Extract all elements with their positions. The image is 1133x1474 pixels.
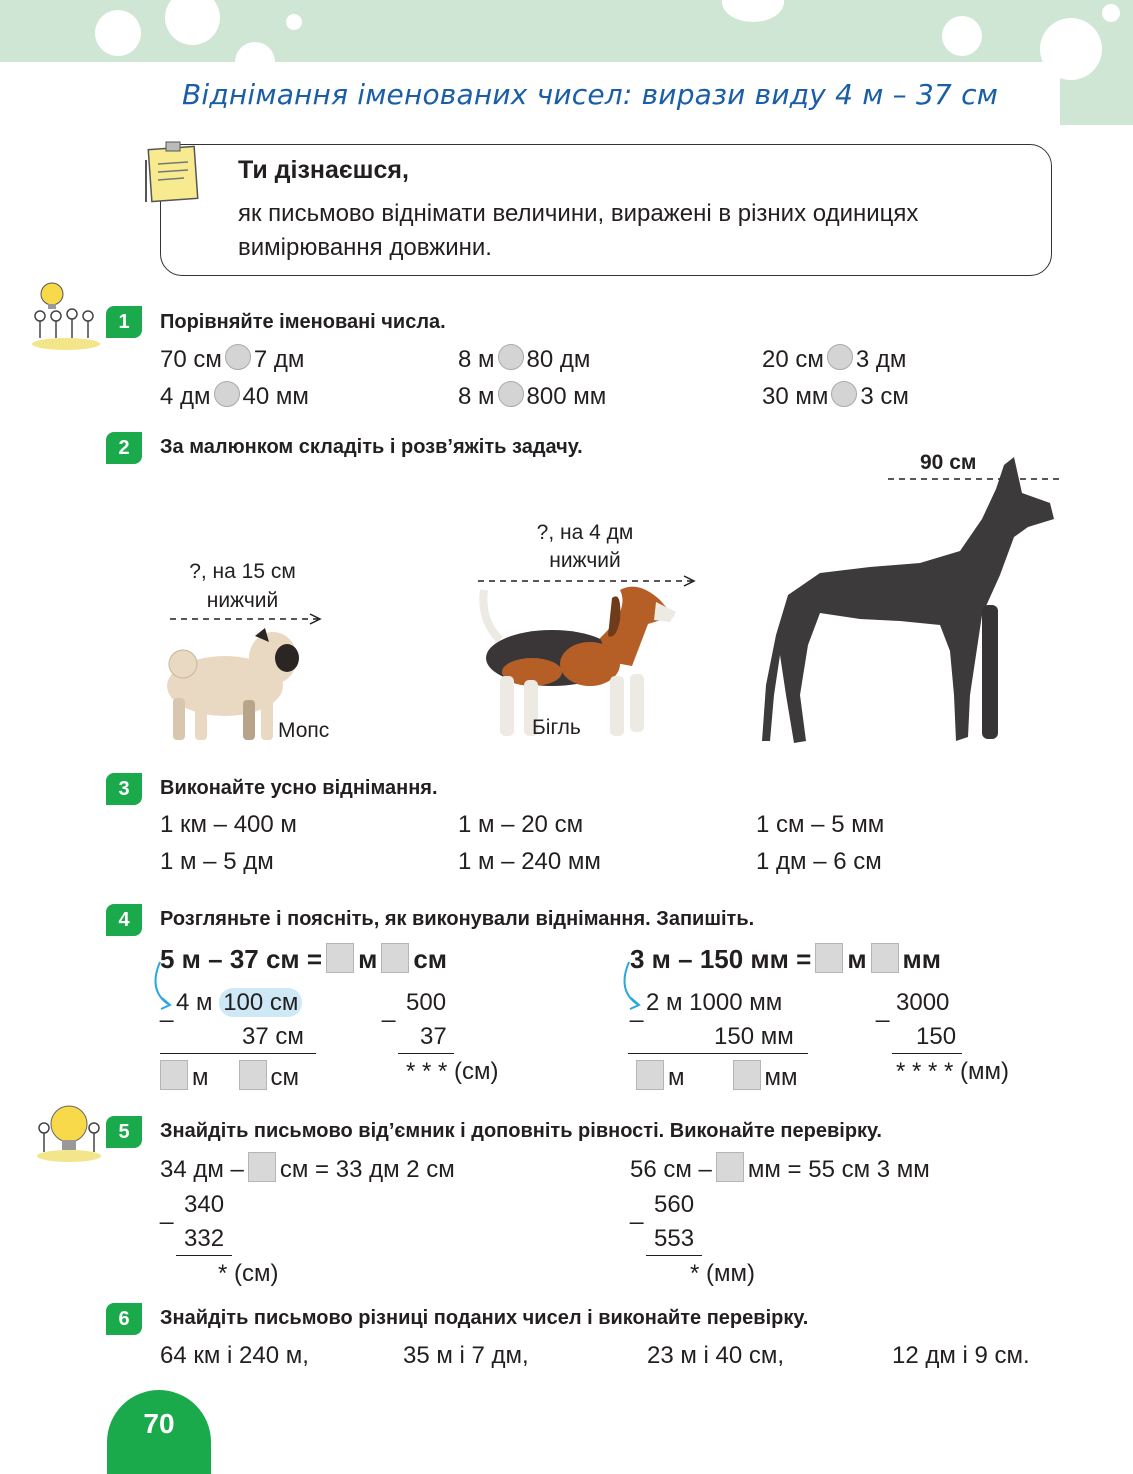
column-sub: 553 xyxy=(654,1225,695,1252)
task-text: Знайдіть письмово різниці поданих чисел і виконайте перевірку. xyxy=(160,1307,809,1329)
answer-box[interactable] xyxy=(733,1060,761,1090)
task-number: 1 xyxy=(106,306,142,338)
oral-item: 1 м – 20 см xyxy=(458,811,584,838)
answer-box[interactable] xyxy=(716,1152,744,1182)
column-result: * * * (см) xyxy=(406,1058,499,1085)
task-number: 2 xyxy=(106,432,142,464)
minus-sign: _ xyxy=(876,996,890,1023)
column-result: * * * * (мм) xyxy=(896,1058,1010,1085)
pug-note: нижчий xyxy=(206,589,279,612)
answer-box[interactable] xyxy=(248,1152,276,1182)
column-sub: 37 см xyxy=(242,1023,304,1050)
equation-1: 5 м – 37 см = м см xyxy=(160,944,448,974)
equation-5-1: 34 дм – см = 33 дм 2 см xyxy=(160,1152,455,1184)
highlight-100-cm: 100 см xyxy=(219,988,302,1017)
beagle-note: ?, на 4 дм xyxy=(536,521,634,544)
difference-item: 64 км і 240 м, xyxy=(160,1342,309,1369)
compare-item: 8 м 800 мм xyxy=(458,383,607,410)
column-top: 4 м 100 см xyxy=(176,989,302,1017)
answer-box[interactable] xyxy=(815,943,843,973)
difference-item: 23 м і 40 см, xyxy=(647,1342,785,1369)
column-line xyxy=(160,1053,316,1054)
column-sub: 150 мм xyxy=(714,1023,794,1050)
column-top: 560 xyxy=(654,1191,695,1218)
column-line xyxy=(892,1053,962,1054)
oral-item: 1 км – 400 м xyxy=(160,811,297,838)
beagle-label: Бігль xyxy=(532,716,581,739)
minus-sign: _ xyxy=(382,996,396,1023)
header-bubble xyxy=(1102,4,1120,22)
answer-box[interactable] xyxy=(326,943,354,973)
great-dane-label: дог xyxy=(817,704,849,727)
equation-5-2: 56 см – мм = 55 см 3 мм xyxy=(630,1152,930,1184)
oral-item: 1 дм – 6 см xyxy=(756,848,882,875)
compare-item: 20 см 3 дм xyxy=(762,346,907,373)
compare-circle[interactable] xyxy=(827,344,853,370)
answer-box[interactable] xyxy=(636,1060,664,1090)
compare-circle[interactable] xyxy=(498,344,524,370)
task-number: 4 xyxy=(106,904,142,936)
column-sub: 150 xyxy=(916,1023,957,1050)
great-dane-image xyxy=(760,455,1058,750)
learn-heading: Ти дізнаєшся, xyxy=(238,156,409,184)
column-top: 500 xyxy=(406,989,447,1016)
compare-circle[interactable] xyxy=(214,381,240,407)
answer-box[interactable] xyxy=(871,943,899,973)
column-result: м мм xyxy=(636,1060,798,1092)
minus-sign: _ xyxy=(160,996,174,1023)
column-result: * (см) xyxy=(218,1260,279,1287)
compare-circle[interactable] xyxy=(831,381,857,407)
column-top: 2 м 1000 мм xyxy=(646,989,783,1016)
task-text: Порівняйте іменовані числа. xyxy=(160,311,446,333)
header-bubble xyxy=(235,42,275,82)
note-icon xyxy=(140,140,202,206)
task-number: 6 xyxy=(106,1303,142,1335)
header-bubble xyxy=(286,14,302,30)
task-text: Знайдіть письмово від’ємник і доповніть рівності. Виконайте перевірку. xyxy=(160,1120,882,1142)
minus-sign: _ xyxy=(630,1198,644,1225)
header-bubble xyxy=(95,10,141,56)
task-text: Розгляньте і поясніть, як виконували віднімання. Запишіть. xyxy=(160,908,755,930)
compare-circle[interactable] xyxy=(498,381,524,407)
page-title: Віднімання іменованих чисел: вирази виду 4 м – 37 см xyxy=(181,78,999,111)
compare-item: 8 м 80 дм xyxy=(458,346,591,373)
oral-item: 1 м – 240 мм xyxy=(458,848,601,875)
column-sub: 37 xyxy=(420,1023,447,1050)
difference-item: 35 м і 7 дм, xyxy=(403,1342,529,1369)
learn-text: як письмово віднімати величини, виражені в різних одиницях вимірювання довжини. xyxy=(238,200,919,261)
column-line xyxy=(176,1255,232,1256)
column-top: 340 xyxy=(184,1191,225,1218)
compare-item: 4 дм 40 мм xyxy=(160,383,309,410)
column-result: * (мм) xyxy=(690,1260,755,1287)
column-result: м см xyxy=(160,1060,299,1092)
column-line xyxy=(646,1255,702,1256)
great-dane-height: 90 см xyxy=(920,451,977,474)
answer-box[interactable] xyxy=(381,943,409,973)
oral-item: 1 м – 5 дм xyxy=(160,848,274,875)
lightbulb-icon xyxy=(34,1102,104,1164)
header-bubble xyxy=(1040,18,1102,80)
equation-2: 3 м – 150 мм = м мм xyxy=(630,944,942,974)
beagle-note: нижчий xyxy=(549,549,621,572)
column-line xyxy=(398,1053,454,1054)
task-number: 3 xyxy=(106,773,142,805)
answer-box[interactable] xyxy=(239,1060,267,1090)
oral-item: 1 см – 5 мм xyxy=(756,811,885,838)
difference-item: 12 дм і 9 см. xyxy=(892,1342,1030,1369)
header-bubble xyxy=(942,16,982,56)
minus-sign: _ xyxy=(160,1198,174,1225)
great-dane-label: Німецький xyxy=(817,675,919,698)
answer-box[interactable] xyxy=(160,1060,188,1090)
compare-item: 30 мм 3 см xyxy=(762,383,909,410)
group-lightbulb-icon xyxy=(28,280,104,352)
task-text: За малюнком складіть і розв’яжіть задачу. xyxy=(160,436,583,458)
page-number: 70 xyxy=(107,1390,211,1474)
compare-item: 70 см 7 дм xyxy=(160,346,305,373)
column-line xyxy=(628,1053,808,1054)
task-text: Виконайте усно віднімання. xyxy=(160,777,438,799)
column-sub: 332 xyxy=(184,1225,225,1252)
pug-note: ?, на 15 см xyxy=(189,560,296,583)
minus-sign: _ xyxy=(630,996,644,1023)
task-number: 5 xyxy=(106,1116,142,1148)
compare-circle[interactable] xyxy=(225,344,251,370)
pug-label: Мопс xyxy=(278,719,330,742)
column-top: 3000 xyxy=(896,989,950,1016)
